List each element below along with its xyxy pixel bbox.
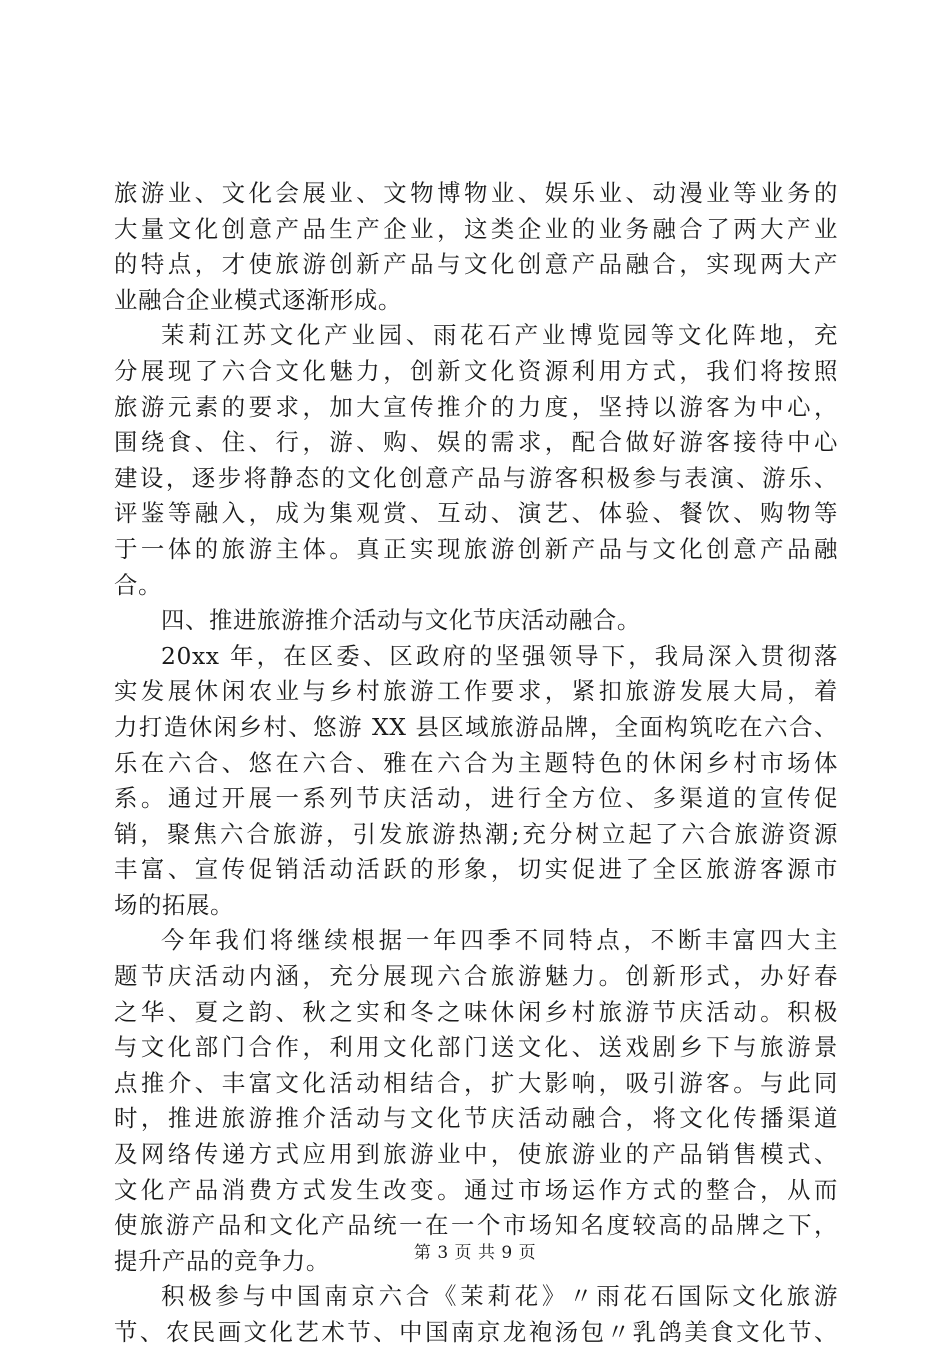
text-line: 建设，逐步将静态的文化创意产品与游客积极参与表演、游乐、 <box>114 463 838 492</box>
text-line: 业融合企业模式逐渐形成。 <box>114 285 402 314</box>
text-line: 题节庆活动内涵，充分展现六合旅游魅力。创新形式，办好春 <box>114 962 838 991</box>
document-body <box>114 176 838 1351</box>
text-line: 与文化部门合作，利用文化部门送文化、送戏剧乡下与旅游景 <box>114 1033 838 1062</box>
text-line: 围绕食、住、行，游、购、娱的需求，配合做好游客接待中心 <box>114 428 838 457</box>
text-line: 点推介、丰富文化活动相结合，扩大影响，吸引游客。与此同 <box>114 1068 838 1097</box>
text-line: 及网络传递方式应用到旅游业中，使旅游业的产品销售模式、 <box>114 1140 838 1169</box>
text-line: 今年我们将继续根据一年四季不同特点，不断丰富四大主 <box>161 926 838 955</box>
text-line: 四、推进旅游推介活动与文化节庆活动融合。 <box>161 606 641 635</box>
paragraph <box>114 923 838 1279</box>
paragraph <box>114 176 838 318</box>
text-line: 时，推进旅游推介活动与文化节庆活动融合，将文化传播渠道 <box>114 1104 838 1133</box>
text-line: 系。通过开展一系列节庆活动，进行全方位、多渠道的宣传促 <box>114 784 838 813</box>
text-line: 积极参与中国南京六合《茉莉花》〃雨花石国际文化旅游 <box>161 1282 838 1311</box>
text-line: 文化产品消费方式发生改变。通过市场运作方式的整合，从而 <box>114 1175 838 1204</box>
text-line: 节、农民画文化艺术节、中国南京龙袍汤包〃乳鸽美食文化节、 <box>114 1318 838 1346</box>
text-line: 旅游元素的要求，加大宣传推介的力度，坚持以游客为中心， <box>114 392 838 421</box>
text-line: 实发展休闲农业与乡村旅游工作要求，紧扣旅游发展大局，着 <box>114 677 838 706</box>
paragraph <box>114 639 838 924</box>
text-line: 合。 <box>114 570 162 599</box>
text-line: 乐在六合、悠在六合、雅在六合为主题特色的休闲乡村市场体 <box>114 748 838 777</box>
text-line: 分展现了六合文化魅力，创新文化资源利用方式，我们将按照 <box>114 356 838 385</box>
text-line: 评鉴等融入，成为集观赏、互动、演艺、体验、餐饮、购物等 <box>114 499 838 528</box>
paragraph <box>114 603 838 639</box>
text-line: 之华、夏之韵、秋之实和冬之味休闲乡村旅游节庆活动。积极 <box>114 997 838 1026</box>
text-line: 大量文化创意产品生产企业，这类企业的业务融合了两大产业 <box>114 214 838 243</box>
paragraph <box>114 318 838 603</box>
text-line: 茉莉江苏文化产业园、雨花石产业博览园等文化阵地，充 <box>161 321 838 350</box>
text-line: 20xx 年，在区委、区政府的坚强领导下，我局深入贯彻落 <box>161 641 838 670</box>
text-line: 力打造休闲乡村、悠游 XX 县区域旅游品牌，全面构筑吃在六合、 <box>114 712 838 741</box>
text-line: 于一体的旅游主体。真正实现旅游创新产品与文化创意产品融 <box>114 534 838 563</box>
page-footer: 第 3 页 共 9 页 <box>413 1243 537 1263</box>
text-line: 提升产品的竞争力。 <box>114 1246 330 1275</box>
text-line: 销，聚焦六合旅游，引发旅游热潮;充分树立起了六合旅游资源 <box>114 819 838 848</box>
text-line: 的特点，才使旅游创新产品与文化创意产品融合，实现两大产 <box>114 250 838 279</box>
text-line: 使旅游产品和文化产品统一在一个市场知名度较高的品牌之下， <box>114 1211 838 1240</box>
text-line: 旅游业、文化会展业、文物博物业、娱乐业、动漫业等业务的 <box>114 179 838 207</box>
text-line: 丰富、宣传促销活动活跃的形象，切实促进了全区旅游客源市 <box>114 855 838 884</box>
text-line: 场的拓展。 <box>114 890 234 919</box>
paragraph <box>114 1279 838 1350</box>
